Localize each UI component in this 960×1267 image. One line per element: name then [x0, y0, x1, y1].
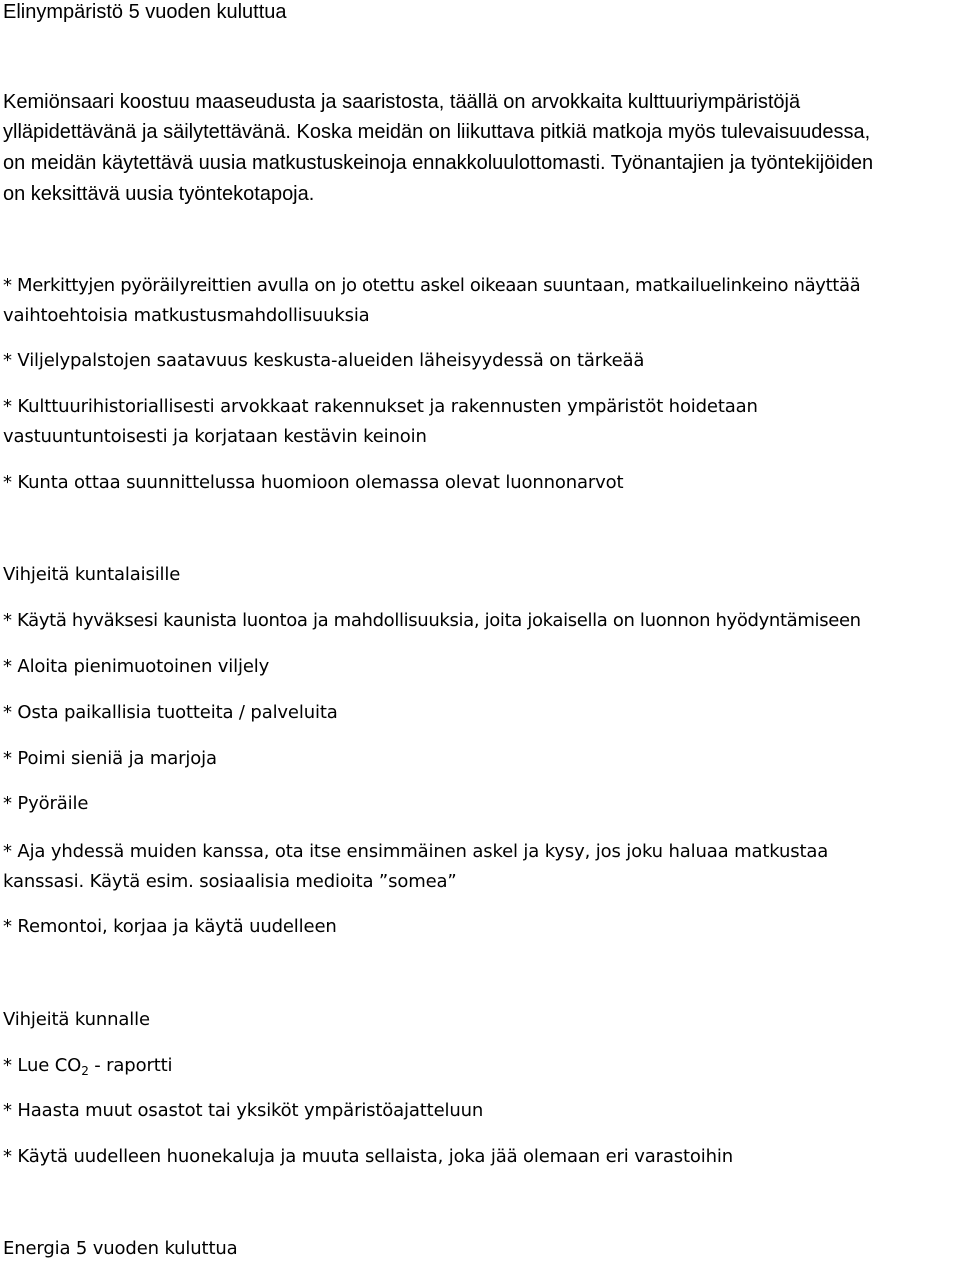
list-item: * Osta paikallisia tuotteita / palveluita: [3, 702, 338, 723]
list-item-continuation: kanssasi. Käytä esim. sosiaalisia medioita ”somea”: [3, 871, 457, 892]
list-item-text: * Lue CO: [3, 1055, 82, 1076]
list-item-continuation: vastuuntuntoisesti ja korjataan kestävin keinoin: [3, 426, 427, 447]
list-item: * Kulttuurihistoriallisesti arvokkaat rakennukset ja rakennusten ympäristöt hoidetaan: [3, 396, 758, 417]
heading-municipality: Vihjeitä kunnalle: [3, 1009, 150, 1030]
list-item: * Poimi sieniä ja marjoja: [3, 748, 217, 769]
heading-environment: Elinympäristö 5 vuoden kuluttua: [3, 1, 287, 23]
list-item: * Viljelypalstojen saatavuus keskusta-alueiden läheisyydessä on tärkeää: [3, 350, 645, 371]
list-item: * Haasta muut osastot tai yksiköt ympäristöajatteluun: [3, 1100, 484, 1121]
list-item: * Käytä uudelleen huonekaluja ja muuta sellaista, joka jää olemaan eri varastoihin: [3, 1146, 733, 1167]
heading-energy: Energia 5 vuoden kuluttua: [3, 1238, 238, 1259]
list-item: * Kunta ottaa suunnittelussa huomioon olemassa olevat luonnonarvot: [3, 472, 624, 493]
list-item-continuation: vaihtoehtoisia matkustusmahdollisuuksia: [3, 305, 370, 326]
list-item: [3, 1054, 172, 1078]
list-item: * Aja yhdessä muiden kanssa, ota itse ensimmäinen askel ja kysy, jos joku haluaa matkustaa: [3, 841, 829, 862]
list-item: * Merkittyjen pyöräilyreittien avulla on jo otettu askel oikeaan suuntaan, matkailuelinkeino näyttää: [3, 275, 861, 296]
subscript-text: 2: [81, 1064, 89, 1078]
intro-line: on keksittävä uusia työntekotapoja.: [3, 183, 315, 205]
intro-line: ylläpidettävänä ja säilytettävänä. Koska meidän on liikuttava pitkiä matkoja myös tulevaisuudessa,: [3, 121, 871, 143]
intro-line: on meidän käytettävä uusia matkustuskeinoja ennakkoluulottomasti. Työnantajien ja työntekijöiden: [3, 152, 874, 174]
list-item: * Remontoi, korjaa ja käytä uudelleen: [3, 916, 337, 937]
list-item: * Aloita pienimuotoinen viljely: [3, 656, 270, 677]
list-item: * Käytä hyväksesi kaunista luontoa ja mahdollisuuksia, joita jokaisella on luonnon hyödyntämiseen: [3, 610, 861, 631]
list-item: * Pyöräile: [3, 793, 89, 814]
list-item-text: - raportti: [88, 1055, 173, 1076]
intro-line: Kemiönsaari koostuu maaseudusta ja saaristosta, täällä on arvokkaita kulttuuriympäristöjä: [3, 91, 801, 113]
heading-residents: Vihjeitä kuntalaisille: [3, 564, 181, 585]
